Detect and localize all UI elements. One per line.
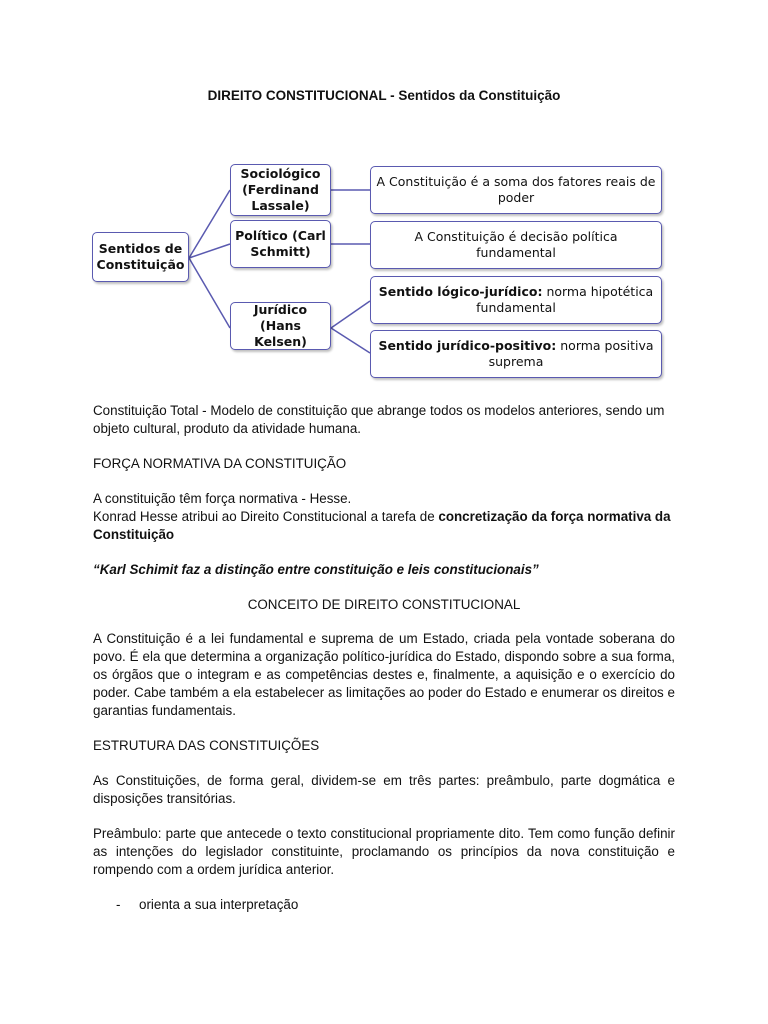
forca-line-2 [93,508,675,544]
node-juridico-label: Jurídico (Hans Kelsen) [253,302,308,349]
desc-sociologico-text: A Constituição é a soma dos fatores reais de poder [376,174,656,205]
desc-juridico-logico-rest: norma hipotética fundamental [476,284,654,315]
list-item [116,896,298,914]
senses-diagram [92,160,667,385]
desc-sociologico [370,166,662,214]
paragraph-constituicao-total: Constituição Total - Modelo de constituição que abrange todos os modelos anteriores, sendo um objeto cultural, produto da atividade humana. [93,403,665,436]
heading-conceito: CONCEITO DE DIREITO CONSTITUCIONAL [247,597,521,612]
paragraph-estrutura: As Constituições, de forma geral, dividem-se em três partes: preâmbulo, parte dogmática e disposições transitórias. [93,773,675,806]
desc-juridico-logico-bold: Sentido lógico-jurídico: [378,284,543,299]
desc-politico-text: A Constituição é decisão política fundamental [414,229,618,260]
node-sociologico [230,164,331,216]
connector-juridico-desc1 [331,301,370,328]
connector-juridico-desc2 [331,328,370,353]
desc-juridico-positivo-rest: norma positiva suprema [488,338,654,369]
forca-line-1: A constituição têm força normativa - Hesse. [93,491,352,506]
desc-juridico-positivo [370,330,662,378]
node-sociologico-label: Sociológico (Ferdinand Lassale) [240,166,321,213]
paragraph-conceito: A Constituição é a lei fundamental e suprema de um Estado, criada pela vontade soberana do povo. É ela que determina a organização político-jurídica do Estado, dispondo sobre a sua forma, os órgãos que o integram e as competências destes e, finalmente, a aquisição e o exercício do poder. Cabe também a ela estabelecer as limitações ao poder do Estado e enumerar os direitos e garantias fundamentais. [93,631,675,718]
node-politico [230,220,331,268]
desc-juridico-positivo-text [375,338,657,370]
node-politico-label: Político (Carl Schmitt) [235,228,326,259]
bullet-dash: - [116,897,121,912]
forca-line-2-bold: concretização da força normativa da Constituição [93,509,671,542]
heading-forca-normativa: FORÇA NORMATIVA DA CONSTITUIÇÃO [93,456,347,471]
node-juridico [230,302,331,350]
quote-schmitt: “Karl Schimit faz a distinção entre constituição e leis constitucionais” [93,562,539,577]
connector-sociologico [189,190,230,258]
forca-line-2-plain: Konrad Hesse atribui ao Direito Constitucional a tarefa de [93,509,439,524]
connector-politico [189,244,230,258]
paragraph-forca-normativa [93,490,675,544]
connector-juridico [189,258,230,328]
desc-politico [370,221,662,269]
root-node-label: Sentidos de Constituição [96,241,185,272]
list-item-text: orienta a sua interpretação [139,897,299,912]
desc-juridico-logico-text [375,284,657,316]
paragraph-preambulo: Preâmbulo: parte que antecede o texto constitucional propriamente dito. Tem como função definir as intenções do legislador constituinte, proclamando os princípios da nova constituição e rompendo com a ordem jurídica anterior. [93,826,675,877]
desc-juridico-positivo-bold: Sentido jurídico-positivo: [378,338,557,353]
page-title: DIREITO CONSTITUCIONAL - Sentidos da Constituição [207,88,561,103]
root-node [92,232,189,282]
heading-estrutura: ESTRUTURA DAS CONSTITUIÇÕES [93,738,320,753]
desc-juridico-logico [370,276,662,324]
